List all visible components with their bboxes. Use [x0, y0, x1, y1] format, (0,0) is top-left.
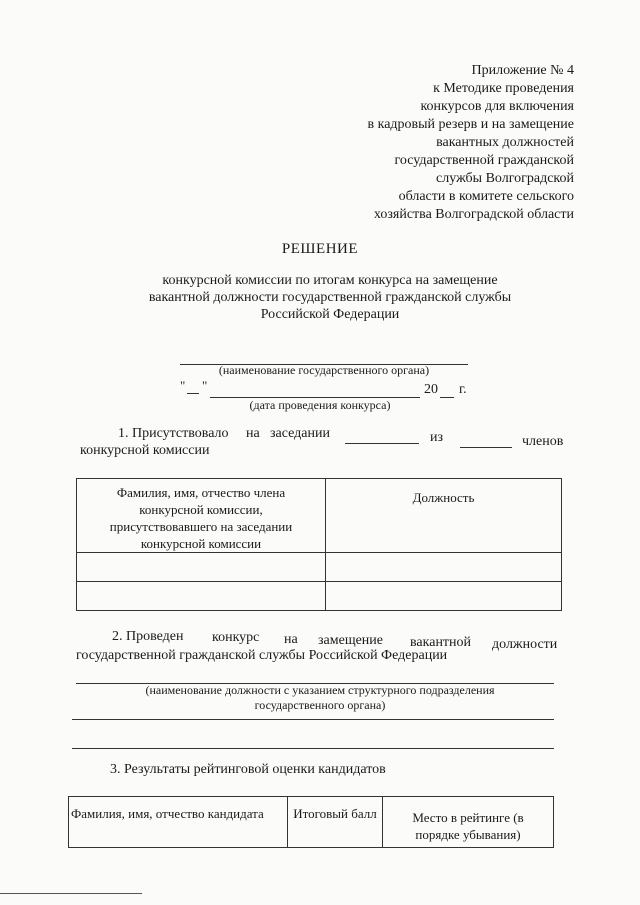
date-quote-open: " [180, 378, 186, 393]
section1-word: 1. Присутствовало [118, 426, 229, 441]
table-row [77, 582, 562, 611]
table-cell[interactable] [326, 553, 562, 582]
section1-line2: конкурсной комиссии [80, 443, 210, 458]
table-header-cell [288, 797, 383, 848]
date-year-prefix: 20 [424, 382, 438, 397]
footnote-separator [0, 893, 142, 894]
document-title: РЕШЕНИЕ [281, 241, 359, 257]
position-caption-line: (наименование должности с указанием структурного подразделения [145, 683, 495, 697]
appendix-line: службы Волгоградской [436, 171, 574, 186]
section2-word: конкурс [212, 630, 260, 645]
column-header-candidate-fio: Фамилия, имя, отчество кандидата [71, 806, 264, 821]
date-quote-close: " [202, 378, 208, 393]
appendix-line: области в комитете сельского [398, 189, 574, 204]
table-cell[interactable] [77, 582, 326, 611]
appendix-header [274, 62, 574, 224]
section2-line2: государственной гражданской службы Российской Федерации [76, 648, 448, 663]
column-header-fio-member: Фамилия, имя, отчество члена конкурсной комиссии, присутствовавшего на заседании конкурсной комиссии [109, 485, 293, 551]
section2-word: 2. Проведен [112, 629, 184, 644]
appendix-line: в кадровый резерв и на замещение [367, 117, 574, 132]
section2-word: вакантной [410, 635, 472, 650]
org-name-caption: (наименование государственного органа) [218, 363, 430, 377]
section2-word: на [284, 632, 298, 647]
section2-word: должности [492, 637, 558, 652]
position-extra-line[interactable] [72, 719, 554, 720]
column-header-position: Должность [412, 490, 475, 505]
date-day-blank[interactable] [187, 393, 199, 394]
position-caption-line: государственного органа) [254, 698, 386, 712]
section1-word: заседании [270, 426, 330, 441]
date-year-suffix: г. [459, 382, 467, 397]
section1-word: членов [522, 434, 564, 449]
section2-word: замещение [318, 633, 384, 648]
table-cell[interactable] [77, 553, 326, 582]
section3-heading: 3. Результаты рейтинговой оценки кандидатов [110, 762, 386, 777]
table-header-row [77, 479, 562, 553]
table-header-cell [77, 479, 326, 553]
position-caption [100, 683, 540, 713]
total-count-blank[interactable] [460, 447, 512, 448]
subtitle-line: вакантной должности государственной гражданской службы [148, 290, 512, 305]
table-cell[interactable] [326, 582, 562, 611]
appendix-line: хозяйства Волгоградской области [373, 207, 574, 222]
commission-members-table [76, 478, 562, 611]
table-header-cell [326, 479, 562, 553]
subtitle-line: конкурсной комиссии по итогам конкурса на замещение [162, 273, 498, 288]
date-caption: (дата проведения конкурса) [249, 398, 391, 412]
appendix-line: к Методике проведения [433, 81, 574, 96]
appendix-line: государственной гражданской [394, 153, 574, 168]
table-header-cell [383, 797, 554, 848]
table-header-row [69, 797, 554, 848]
appendix-line: конкурсов для включения [420, 99, 574, 114]
table-row [77, 553, 562, 582]
subtitle-line: Российской Федерации [260, 307, 400, 322]
section1-word: на [246, 426, 260, 441]
document-subtitle [80, 272, 580, 323]
appendix-line: Приложение № 4 [471, 63, 574, 78]
appendix-line: вакантных должностей [436, 135, 574, 150]
section1-word: из [430, 430, 444, 445]
column-header-total-score: Итоговый балл [293, 806, 377, 821]
position-extra-line[interactable] [72, 748, 554, 749]
date-year-blank[interactable] [440, 397, 454, 398]
column-header-rank: Место в рейтинге (в порядке убывания) [412, 810, 524, 842]
rating-results-table [68, 796, 554, 848]
present-count-blank[interactable] [345, 443, 419, 444]
table-header-cell [69, 797, 288, 848]
